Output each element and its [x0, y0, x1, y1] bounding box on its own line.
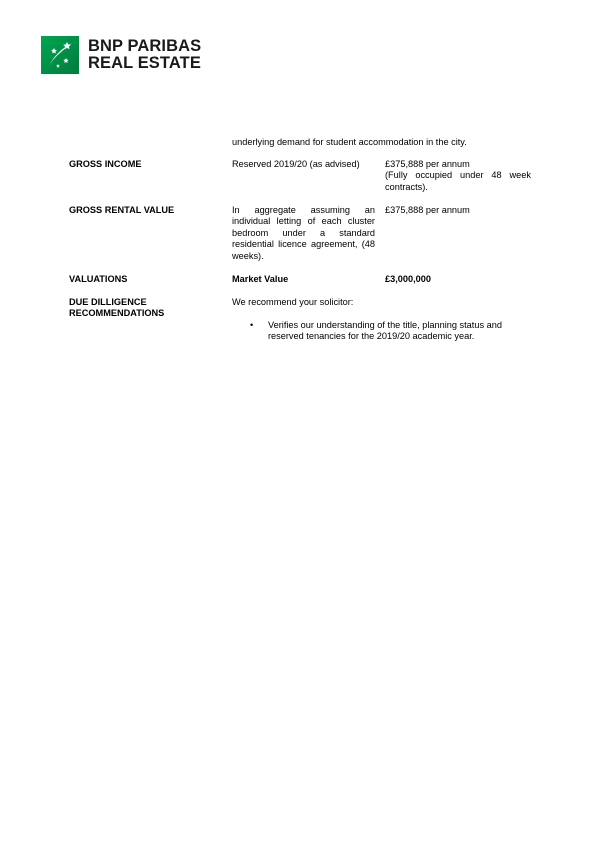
bullet-text: Verifies our understanding of the title, planning status and reserved tenancies for the 2019/20 academic year.	[268, 320, 502, 342]
company-logo	[41, 36, 241, 74]
logo-line-2: REAL ESTATE	[88, 54, 201, 72]
valuations-value: £3,000,000	[385, 274, 431, 284]
logo-wordmark	[88, 38, 201, 72]
bullet-icon: •	[250, 320, 254, 330]
intro-paragraph-continuation: underlying demand for student accommodation in the city.	[232, 137, 467, 147]
due-diligence-label-line-2: RECOMMENDATIONS	[69, 308, 165, 319]
due-diligence-label	[69, 297, 219, 320]
gross-rental-value-value: £375,888 per annum	[385, 205, 470, 215]
gross-rental-value-description: In aggregate assuming an individual letting of each cluster bedroom under a standard residential licence agreement, (48 weeks).	[232, 205, 375, 261]
gross-income-label: GROSS INCOME	[69, 159, 142, 169]
gross-income-note: (Fully occupied under 48 week contracts).	[385, 170, 531, 192]
due-diligence-label-line-1: DUE DILLIGENCE	[69, 297, 147, 307]
gross-income-value-block	[385, 159, 531, 193]
logo-line-1: BNP PARIBAS	[88, 37, 202, 55]
due-diligence-intro: We recommend your solicitor:	[232, 297, 354, 307]
bnp-paribas-stars-icon	[41, 36, 79, 74]
gross-rental-value-label: GROSS RENTAL VALUE	[69, 205, 175, 215]
valuations-label: VALUATIONS	[69, 274, 128, 284]
gross-income-value: £375,888 per annum	[385, 159, 470, 169]
gross-income-description: Reserved 2019/20 (as advised)	[232, 159, 360, 169]
valuations-basis: Market Value	[232, 274, 289, 284]
